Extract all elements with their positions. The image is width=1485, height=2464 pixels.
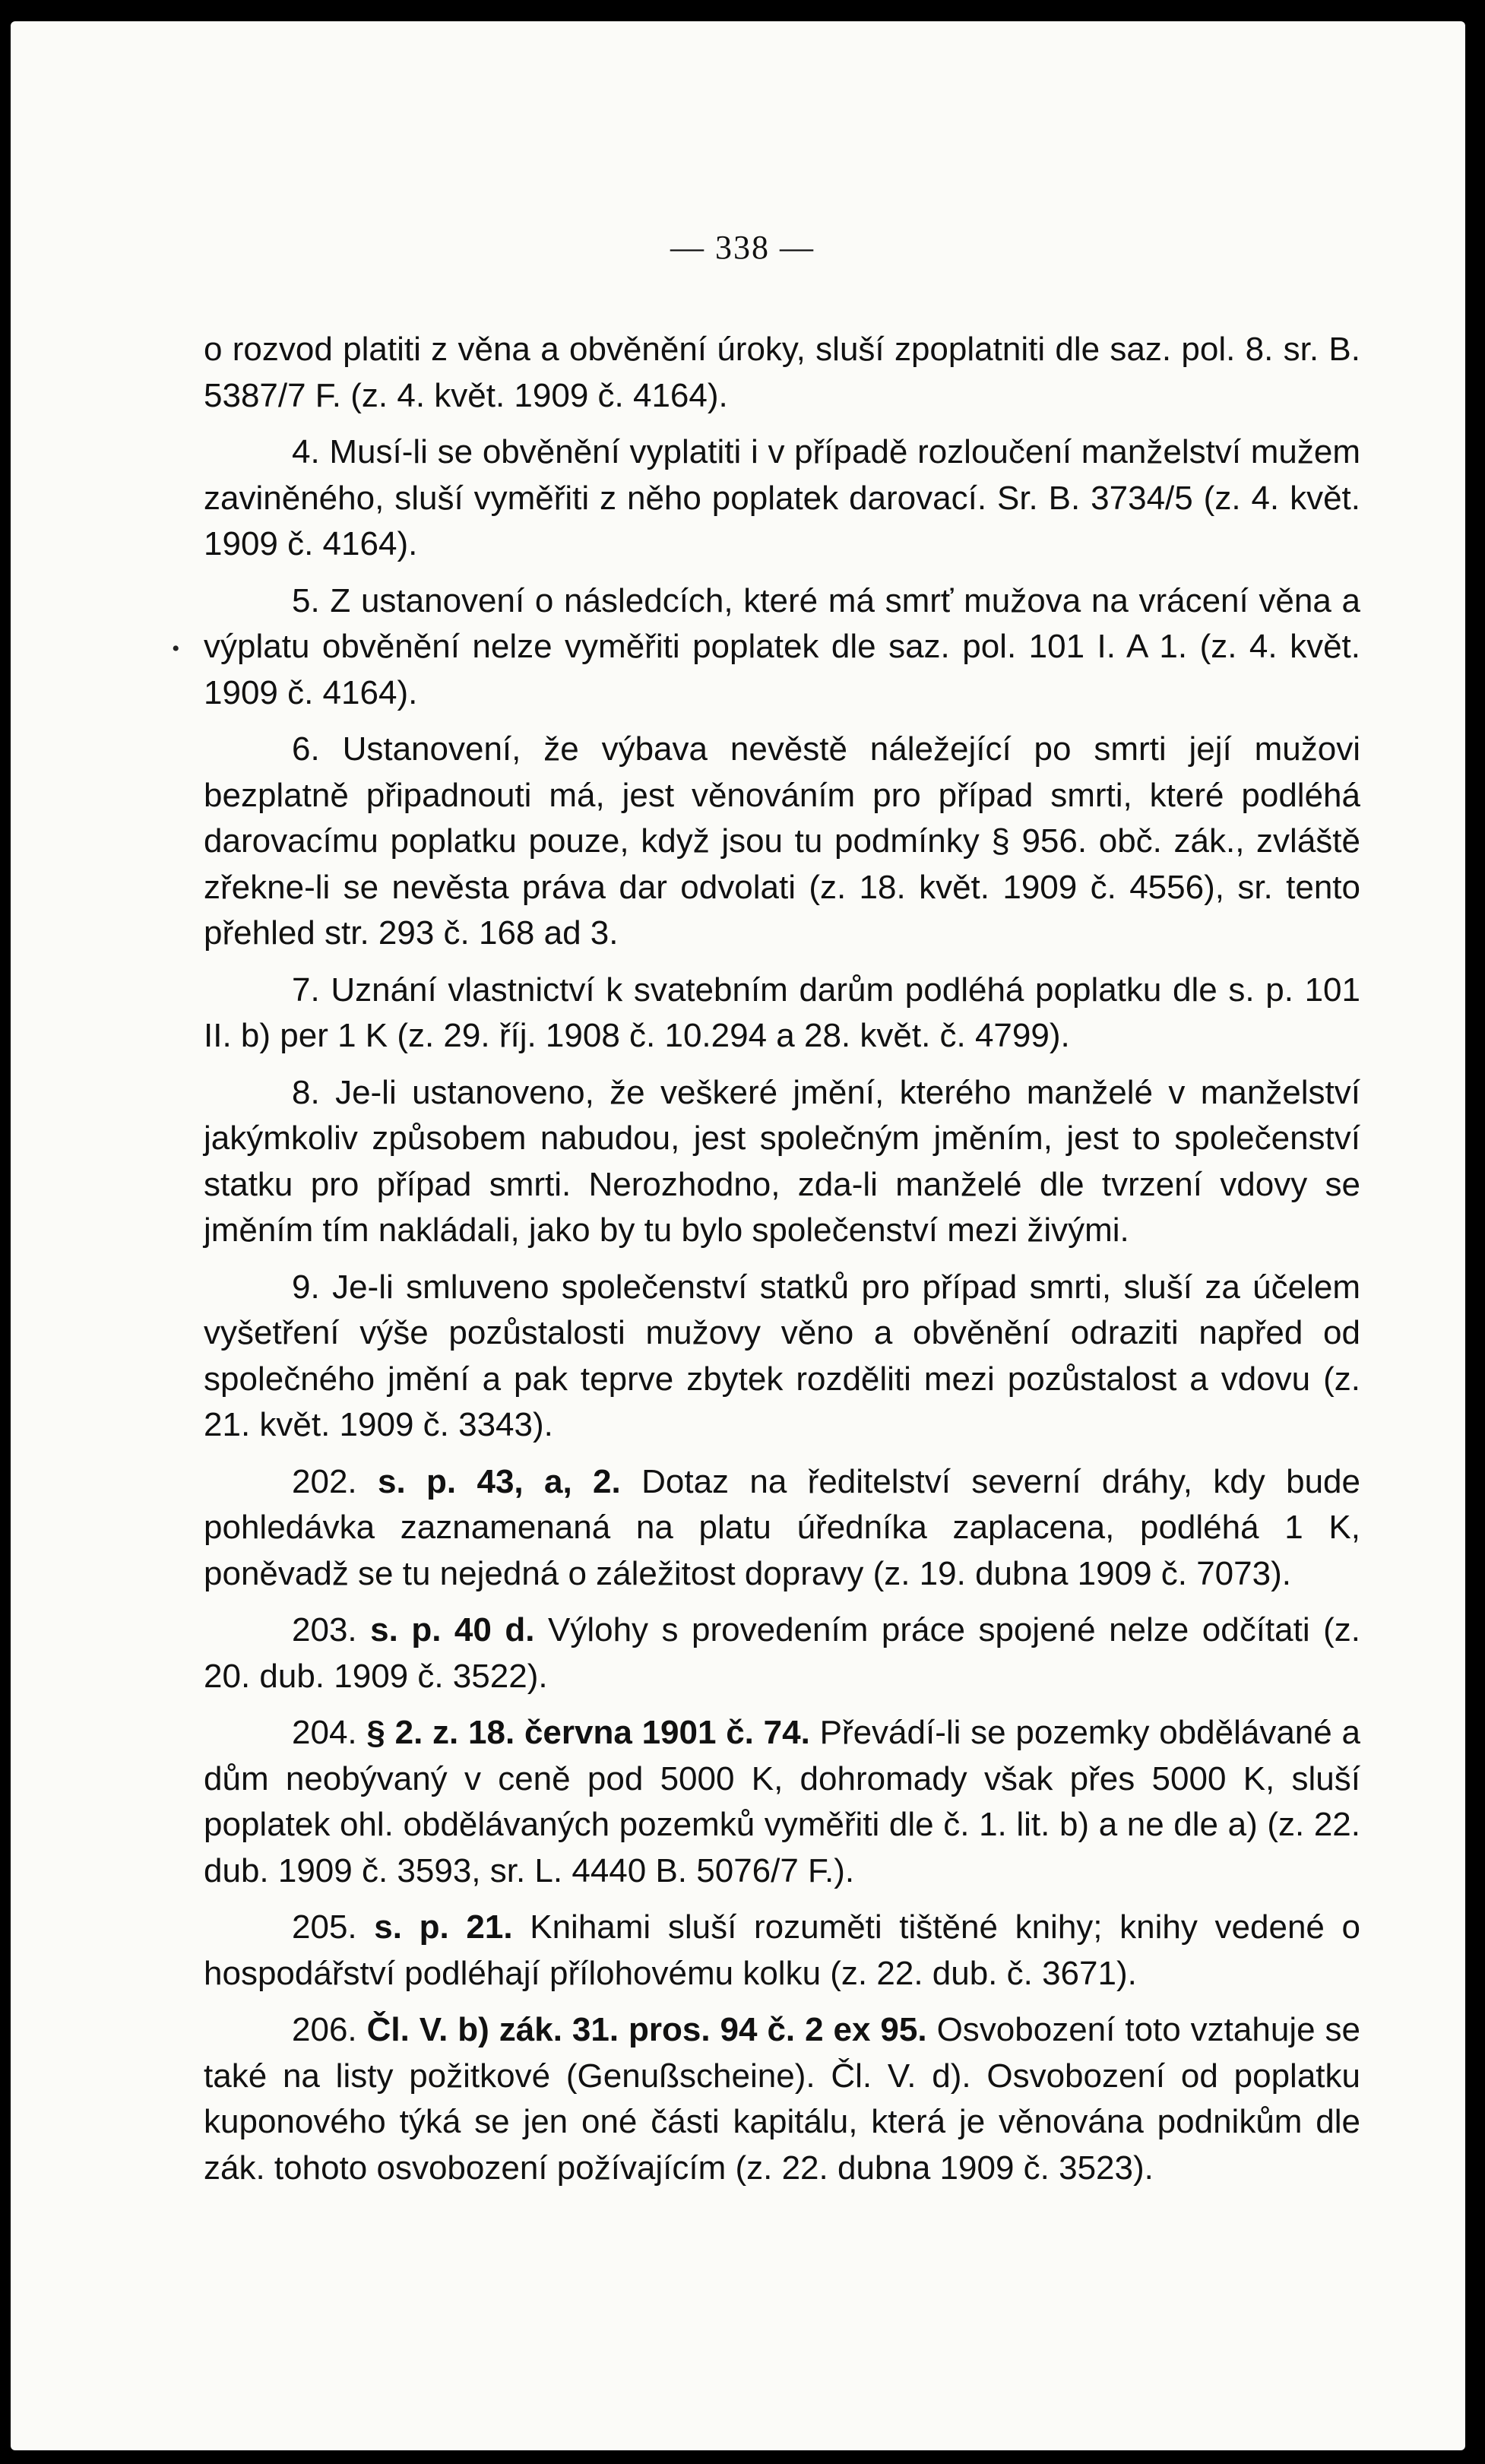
entry-206 (204, 2007, 1360, 2191)
page-number: — 338 — (670, 229, 815, 266)
paragraph-number: 8. (292, 1073, 320, 1111)
entry-204 (204, 1710, 1360, 1894)
entry-number: 202. (292, 1462, 357, 1500)
paragraph-text: o rozvod platiti z věna a obvěnění úroky, sluší zpoplatniti dle saz. pol. 8. sr. B. 5387/7 F. (z. 4. květ. 1909 č. 4164). (204, 331, 1360, 414)
entry-reference: § 2. z. 18. června 1901 č. 74. (366, 1714, 810, 1751)
entry-number: 205. (292, 1908, 357, 1946)
entry-reference: Čl. V. b) zák. 31. pros. 94 č. 2 ex 95. (366, 2011, 927, 2048)
entry-203 (204, 1607, 1360, 1699)
paragraph-number: 4. (292, 433, 320, 470)
entry-reference: s. p. 43, a, 2. (378, 1462, 621, 1500)
entry-205 (204, 1905, 1360, 1997)
paragraph-5 (204, 578, 1360, 717)
paragraph-9 (204, 1265, 1360, 1449)
entry-text: Dotaz na ředitelství severní dráhy, kdy bude pohledávka zaznamenaná na platu úředníka zaplacena, podléhá 1 K, poněvadž se tu nejedná o záležitost dopravy (z. 19. dubna 1909 č. 7073). (204, 1462, 1360, 1592)
paragraph-text: Ustanovení, že výbava nevěstě náležející po smrti její mužovi bezplatně připadnouti má, jest věnováním pro případ smrti, které podléhá darovacímu poplatku pouze, když jsou tu podmínky § 956. obč. zák., zvláště zřekne-li se nevěsta práva dar odvolati (z. 18. květ. 1909 č. 4556), sr. tento přehled str. 293 č. 168 ad 3. (204, 730, 1360, 952)
paragraph-text: Je-li smluveno společenství statků pro případ smrti, sluší za účelem vyšetření výše pozůstalosti mužovy věno a obvěnění odraziti napřed od společného jmění a pak teprve zbytek rozděliti mezi pozůstalost a vdovu (z. 21. květ. 1909 č. 3343). (204, 1268, 1360, 1443)
paragraph-text: Uznání vlastnictví k svatebním darům podléhá poplatku dle s. p. 101 II. b) per 1 K (z. 29. říj. 1908 č. 10.294 a 28. květ. č. 4799). (204, 971, 1360, 1054)
entry-text: Výlohy s provedením práce spojené nelze odčítati (z. 20. dub. 1909 č. 3522). (204, 1611, 1360, 1695)
entry-reference: s. p. 21. (374, 1908, 513, 1946)
paragraph-text: Je-li ustanoveno, že veškeré jmění, kterého manželé v manželství jakýmkoliv způsobem nabudou, jest společným jměním, jest to společenství statku pro případ smrti. Nerozhodno, zda-li manželé dle tvrzení vdovy se jměním tím nakládali, jako by tu bylo společenství mezi živými. (204, 1073, 1360, 1249)
entry-number: 203. (292, 1611, 357, 1648)
paragraph-8 (204, 1070, 1360, 1254)
paragraph-number: 9. (292, 1268, 320, 1306)
entry-202 (204, 1459, 1360, 1598)
entry-reference: s. p. 40 d. (370, 1611, 535, 1648)
entry-text: Knihami sluší rozuměti tištěné knihy; knihy vedené o hospodářství podléhají přílohovému kolku (z. 22. dub. č. 3671). (204, 1908, 1361, 1992)
paragraph-number: 5. (292, 581, 320, 619)
paragraph-continuation (204, 327, 1360, 419)
entry-number: 204. (292, 1714, 357, 1751)
paragraph-text: Z ustanovení o následcích, které má smrť mužova na vrácení věna a výplatu obvěnění nelze vyměřiti poplatek dle saz. pol. 101 I. A 1. (z. 4. květ. 1909 č. 4164). (204, 581, 1360, 711)
paragraph-text: Musí-li se obvěnění vyplatiti i v případě rozloučení manželství mužem zaviněného, sluší vyměřiti z něho poplatek darovací. Sr. B. 3734/5 (z. 4. květ. 1909 č. 4164). (204, 433, 1360, 562)
paragraph-4 (204, 429, 1360, 568)
margin-mark: • (172, 636, 180, 661)
paragraph-number: 6. (292, 730, 320, 768)
body-text (204, 327, 1360, 2202)
entry-number: 206. (292, 2011, 357, 2048)
entry-text: Osvobození toto vztahuje se také na listy požitkové (Genußscheine). Čl. V. d). Osvobození od poplatku kuponového týká se jen oné části kapitálu, která je věnována podnikům dle zák. tohoto osvobození požívajícím (z. 22. dubna 1909 č. 3523). (204, 2011, 1360, 2187)
entry-text: Převádí-li se pozemky obdělávané a dům neobývaný v ceně pod 5000 K, dohromady však přes 5000 K, sluší poplatek ohl. obdělávaných pozemků vyměřiti dle č. 1. lit. b) a ne dle a) (z. 22. dub. 1909 č. 3593, sr. L. 4440 B. 5076/7 F.). (204, 1714, 1360, 1889)
paragraph-number: 7. (292, 971, 320, 1009)
paragraph-7 (204, 968, 1360, 1059)
paragraph-6 (204, 727, 1360, 957)
